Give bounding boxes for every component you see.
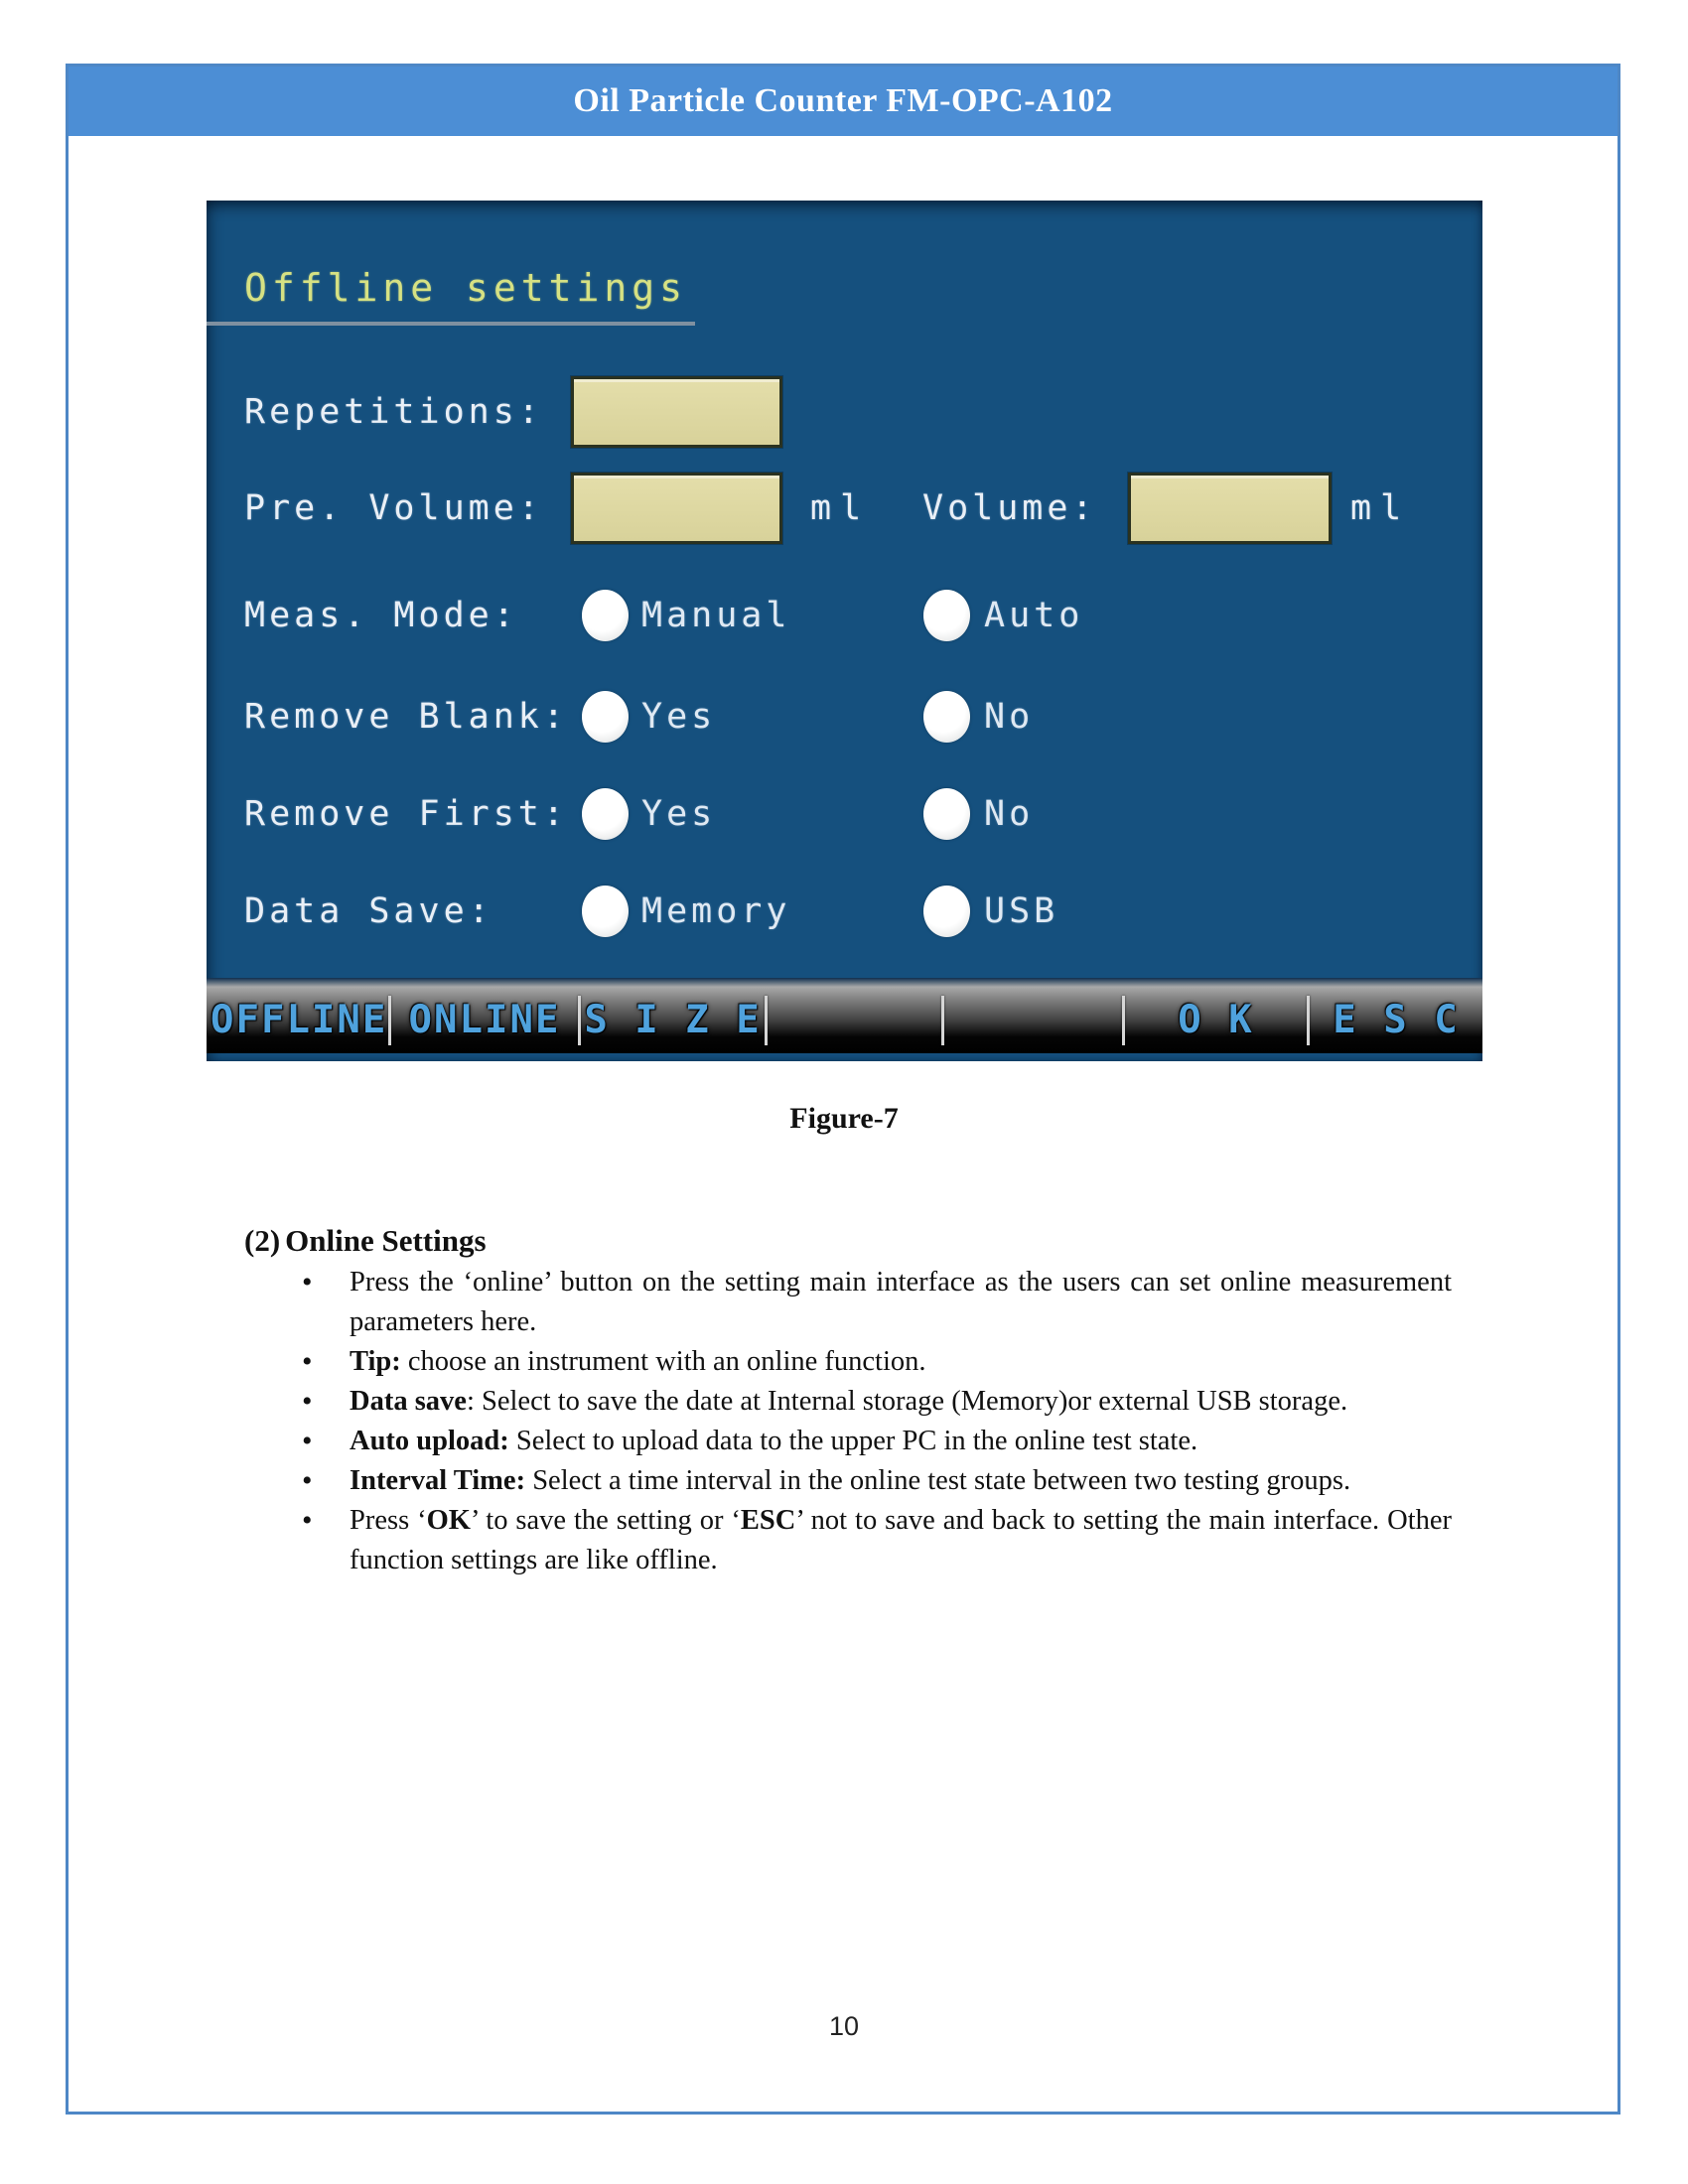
online-settings-section — [244, 1219, 1452, 1580]
softkey-online[interactable]: ONLINE — [408, 997, 561, 1042]
volume-input[interactable] — [1128, 473, 1332, 544]
bullet-text: : Select to save the date at Internal storage (Memory)or external USB storage. — [466, 1386, 1348, 1417]
bullet-text: Press the ‘online’ button on the setting main interface as the users can set online measurement parameters here. — [350, 1267, 1452, 1337]
repetitions-input[interactable] — [571, 376, 782, 448]
radio-auto[interactable] — [923, 590, 970, 641]
bullet-text: choose an instrument with an online function. — [400, 1346, 926, 1377]
section-number: (2) — [244, 1223, 281, 1258]
row-remove-blank — [207, 681, 1482, 752]
bullet-item — [244, 1263, 1452, 1342]
bullet-marker: • — [302, 1345, 313, 1378]
radio-remove-blank-no[interactable] — [923, 691, 970, 743]
document-title: Oil Particle Counter FM-OPC-A102 — [573, 82, 1113, 119]
bullet-marker: • — [302, 1425, 313, 1457]
bullet-text: Press ‘ — [350, 1505, 427, 1536]
softkey-ok[interactable]: O K — [1178, 997, 1254, 1042]
page-number: 10 — [828, 2011, 860, 2041]
row-repetitions — [207, 376, 1482, 448]
bullet-text-bold: Auto upload: — [350, 1426, 509, 1456]
screen-title: Offline settings — [244, 266, 688, 310]
figure-caption: Figure-7 — [789, 1102, 899, 1135]
pre-volume-unit: ml — [810, 488, 871, 528]
row-remove-first — [207, 778, 1482, 850]
bullet-text: Select a time interval in the online test state between two testing groups. — [525, 1465, 1351, 1496]
radio-remove-first-yes[interactable] — [582, 788, 629, 840]
bullet-text: ’ to save the setting or ‘ — [470, 1505, 741, 1536]
remove-blank-yes-label: Yes — [641, 697, 717, 737]
radio-manual[interactable] — [582, 590, 629, 641]
memory-option-label: Memory — [641, 891, 791, 931]
section-heading — [244, 1219, 1452, 1263]
remove-blank-no-label: No — [984, 697, 1035, 737]
softkey-empty-1 — [768, 978, 941, 1053]
meas-mode-label: Meas. Mode: — [244, 596, 518, 635]
remove-blank-label: Remove Blank: — [244, 697, 568, 737]
bullet-text-bold: OK — [426, 1505, 471, 1536]
bullet-text-bold: Interval Time: — [350, 1465, 526, 1496]
volume-label: Volume: — [922, 488, 1097, 528]
bullet-item — [244, 1342, 1452, 1382]
bullet-item — [244, 1501, 1452, 1580]
device-screenshot — [207, 201, 1482, 1061]
softkey-size[interactable]: S I Z E — [584, 997, 762, 1042]
bullet-marker: • — [302, 1385, 313, 1418]
bullet-text-bold: Data save — [350, 1386, 467, 1417]
radio-remove-first-no[interactable] — [923, 788, 970, 840]
pre-volume-label: Pre. Volume: — [244, 488, 543, 528]
manual-option-label: Manual — [641, 596, 791, 635]
bullet-marker: • — [302, 1504, 313, 1537]
row-data-save — [207, 876, 1482, 947]
pre-volume-input[interactable] — [571, 473, 782, 544]
title-underline — [207, 322, 695, 326]
bullet-marker: • — [302, 1266, 313, 1298]
section-title: Online Settings — [285, 1223, 487, 1258]
document-header — [69, 67, 1618, 136]
radio-remove-blank-yes[interactable] — [582, 691, 629, 743]
volume-unit: ml — [1350, 488, 1411, 528]
bullet-list — [244, 1263, 1452, 1580]
bullet-text: Select to upload data to the upper PC in the online test state. — [508, 1426, 1198, 1456]
bullet-item — [244, 1461, 1452, 1501]
radio-memory[interactable] — [582, 886, 629, 937]
bullet-text-bold: ESC — [740, 1505, 796, 1536]
softkey-menu-bar — [207, 978, 1482, 1053]
bullet-text-bold: Tip: — [350, 1346, 401, 1377]
softkey-offline[interactable]: OFFLINE — [211, 997, 388, 1042]
radio-usb[interactable] — [923, 886, 970, 937]
bullet-text: ’ not to save and back to setting the main interface. Other function settings are like offline. — [350, 1505, 1453, 1575]
bullet-item — [244, 1422, 1452, 1461]
data-save-label: Data Save: — [244, 891, 493, 931]
usb-option-label: USB — [984, 891, 1059, 931]
softkey-empty-2 — [944, 978, 1122, 1053]
remove-first-no-label: No — [984, 794, 1035, 834]
auto-option-label: Auto — [984, 596, 1084, 635]
bullet-marker: • — [302, 1464, 313, 1497]
repetitions-label: Repetitions: — [244, 392, 543, 432]
bullet-item — [244, 1382, 1452, 1422]
row-meas-mode — [207, 580, 1482, 651]
softkey-esc[interactable]: E S C — [1333, 997, 1460, 1042]
row-volumes — [207, 473, 1482, 544]
remove-first-label: Remove First: — [244, 794, 568, 834]
remove-first-yes-label: Yes — [641, 794, 717, 834]
